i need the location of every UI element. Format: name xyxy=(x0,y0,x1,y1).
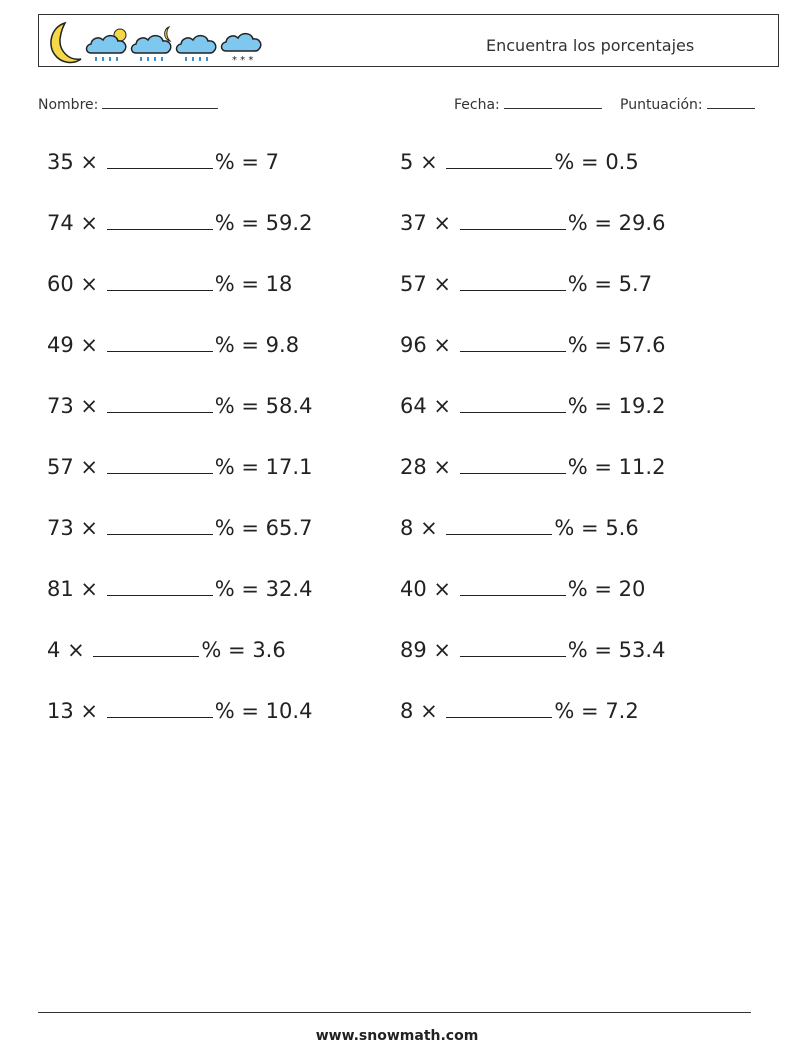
problem-number: 4 xyxy=(47,638,61,662)
problem-number: 73 xyxy=(47,516,74,540)
snow-cloud-icon xyxy=(222,34,261,64)
footer-url: www.snowmath.com xyxy=(315,1028,479,1044)
rain-sun-cloud-icon xyxy=(87,29,127,61)
percent-sign: % xyxy=(201,638,222,662)
moon-icon xyxy=(51,23,81,62)
problem-result: 58.4 xyxy=(265,394,313,418)
equals-sign: = xyxy=(594,577,612,601)
times-sign: × xyxy=(80,211,99,235)
problem-result: 17.1 xyxy=(265,455,313,479)
problem-result: 65.7 xyxy=(265,516,313,540)
equals-sign: = xyxy=(241,394,259,418)
problem-item xyxy=(47,333,299,357)
percent-sign: % xyxy=(554,150,575,174)
problem-item xyxy=(47,394,312,418)
problem-item xyxy=(400,394,665,418)
answer-blank[interactable] xyxy=(107,396,213,413)
problem-result: 29.6 xyxy=(618,211,666,235)
problem-result: 53.4 xyxy=(618,638,666,662)
problem-result: 0.5 xyxy=(605,150,639,174)
equals-sign: = xyxy=(241,516,259,540)
equals-sign: = xyxy=(594,455,612,479)
problem-item xyxy=(400,211,665,235)
problem-number: 28 xyxy=(400,455,427,479)
rain-moon-cloud-icon xyxy=(132,27,171,61)
problem-number: 5 xyxy=(400,150,414,174)
problem-number: 57 xyxy=(400,272,427,296)
percent-sign: % xyxy=(554,516,575,540)
times-sign: × xyxy=(433,455,452,479)
equals-sign: = xyxy=(241,577,259,601)
equals-sign: = xyxy=(241,211,259,235)
answer-blank[interactable] xyxy=(107,518,213,535)
problem-item xyxy=(400,455,665,479)
problem-item xyxy=(47,577,312,601)
times-sign: × xyxy=(80,394,99,418)
times-sign: × xyxy=(420,516,438,540)
equals-sign: = xyxy=(594,211,612,235)
times-sign: × xyxy=(433,577,452,601)
problem-item xyxy=(47,516,312,540)
problem-number: 57 xyxy=(47,455,74,479)
problem-result: 20 xyxy=(618,577,646,601)
problem-item xyxy=(400,333,665,357)
answer-blank[interactable] xyxy=(460,274,566,291)
answer-blank[interactable] xyxy=(460,579,566,596)
times-sign: × xyxy=(80,516,99,540)
times-sign: × xyxy=(80,150,99,174)
equals-sign: = xyxy=(241,333,259,357)
percent-sign: % xyxy=(214,211,235,235)
date-field xyxy=(454,94,602,113)
answer-blank[interactable] xyxy=(107,457,213,474)
equals-sign: = xyxy=(241,455,259,479)
answer-blank[interactable] xyxy=(107,701,213,718)
equals-sign: = xyxy=(594,333,612,357)
problem-result: 7 xyxy=(265,150,280,174)
answer-blank[interactable] xyxy=(107,335,213,352)
times-sign: × xyxy=(433,272,452,296)
problem-number: 49 xyxy=(47,333,74,357)
problem-number: 60 xyxy=(47,272,74,296)
problem-result: 59.2 xyxy=(265,211,313,235)
times-sign: × xyxy=(80,272,99,296)
problem-result: 7.2 xyxy=(605,699,639,723)
percent-sign: % xyxy=(214,455,235,479)
worksheet-title: Encuentra los porcentajes xyxy=(486,36,695,55)
times-sign: × xyxy=(420,699,438,723)
equals-sign: = xyxy=(241,272,259,296)
problem-item xyxy=(47,638,286,662)
times-sign: × xyxy=(433,333,452,357)
problem-result: 3.6 xyxy=(252,638,286,662)
percent-sign: % xyxy=(214,699,235,723)
answer-blank[interactable] xyxy=(446,518,552,535)
problem-number: 73 xyxy=(47,394,74,418)
equals-sign: = xyxy=(594,638,612,662)
problem-item xyxy=(400,272,652,296)
problem-number: 37 xyxy=(400,211,427,235)
name-label: Nombre: xyxy=(38,97,99,113)
score-label: Puntuación: xyxy=(620,97,703,113)
problem-result: 19.2 xyxy=(618,394,666,418)
percent-sign: % xyxy=(567,272,588,296)
problem-number: 8 xyxy=(400,516,414,540)
problem-item xyxy=(47,699,312,723)
times-sign: × xyxy=(67,638,85,662)
answer-blank[interactable] xyxy=(107,152,213,169)
answer-blank[interactable] xyxy=(93,640,199,657)
date-blank[interactable] xyxy=(504,94,602,109)
times-sign: × xyxy=(433,394,452,418)
percent-sign: % xyxy=(567,577,588,601)
worksheet-header xyxy=(38,14,779,67)
problem-result: 9.8 xyxy=(265,333,300,357)
percent-sign: % xyxy=(567,638,588,662)
svg-text:* * *: * * * xyxy=(232,55,254,64)
problem-result: 32.4 xyxy=(265,577,313,601)
percent-sign: % xyxy=(214,577,235,601)
percent-sign: % xyxy=(567,455,588,479)
problem-item xyxy=(400,638,665,662)
equals-sign: = xyxy=(241,150,259,174)
equals-sign: = xyxy=(581,150,599,174)
percent-sign: % xyxy=(567,211,588,235)
problem-item xyxy=(47,455,312,479)
problem-number: 64 xyxy=(400,394,427,418)
equals-sign: = xyxy=(594,272,612,296)
problem-number: 13 xyxy=(47,699,74,723)
problem-item xyxy=(400,577,645,601)
problem-item xyxy=(400,150,639,174)
answer-blank[interactable] xyxy=(460,335,566,352)
problem-result: 5.6 xyxy=(605,516,639,540)
problem-number: 96 xyxy=(400,333,427,357)
percent-sign: % xyxy=(214,516,235,540)
times-sign: × xyxy=(80,455,99,479)
problem-result: 5.7 xyxy=(618,272,653,296)
answer-blank[interactable] xyxy=(460,457,566,474)
percent-sign: % xyxy=(567,394,588,418)
score-field xyxy=(620,94,755,113)
answer-blank[interactable] xyxy=(446,701,552,718)
problem-number: 81 xyxy=(47,577,74,601)
times-sign: × xyxy=(433,211,452,235)
percent-sign: % xyxy=(214,333,235,357)
times-sign: × xyxy=(80,577,99,601)
percent-sign: % xyxy=(567,333,588,357)
problem-result: 57.6 xyxy=(618,333,666,357)
answer-blank[interactable] xyxy=(460,640,566,657)
name-blank[interactable] xyxy=(102,94,218,109)
problem-item xyxy=(47,272,292,296)
answer-blank[interactable] xyxy=(446,152,552,169)
problem-item xyxy=(47,211,312,235)
problem-item xyxy=(47,150,279,174)
percent-sign: % xyxy=(214,394,235,418)
answer-blank[interactable] xyxy=(460,396,566,413)
equals-sign: = xyxy=(581,516,599,540)
problem-number: 89 xyxy=(400,638,427,662)
problem-number: 8 xyxy=(400,699,414,723)
answer-blank[interactable] xyxy=(107,579,213,596)
rain-cloud-icon xyxy=(177,36,216,61)
problem-number: 35 xyxy=(47,150,74,174)
problem-item xyxy=(400,699,639,723)
name-field xyxy=(38,94,218,113)
problem-result: 10.4 xyxy=(265,699,313,723)
problem-result: 18 xyxy=(265,272,293,296)
percent-sign: % xyxy=(214,272,235,296)
problem-number: 40 xyxy=(400,577,427,601)
times-sign: × xyxy=(80,699,99,723)
answer-blank[interactable] xyxy=(460,213,566,230)
equals-sign: = xyxy=(228,638,246,662)
times-sign: × xyxy=(80,333,99,357)
date-label: Fecha: xyxy=(454,97,500,113)
answer-blank[interactable] xyxy=(107,274,213,291)
equals-sign: = xyxy=(581,699,599,723)
problem-number: 74 xyxy=(47,211,74,235)
score-blank[interactable] xyxy=(707,94,755,109)
equals-sign: = xyxy=(241,699,259,723)
equals-sign: = xyxy=(594,394,612,418)
footer-divider xyxy=(38,1012,751,1013)
percent-sign: % xyxy=(554,699,575,723)
weather-icons xyxy=(43,19,273,64)
answer-blank[interactable] xyxy=(107,213,213,230)
problem-result: 11.2 xyxy=(618,455,666,479)
times-sign: × xyxy=(433,638,452,662)
times-sign: × xyxy=(420,150,438,174)
percent-sign: % xyxy=(214,150,235,174)
problem-item xyxy=(400,516,639,540)
